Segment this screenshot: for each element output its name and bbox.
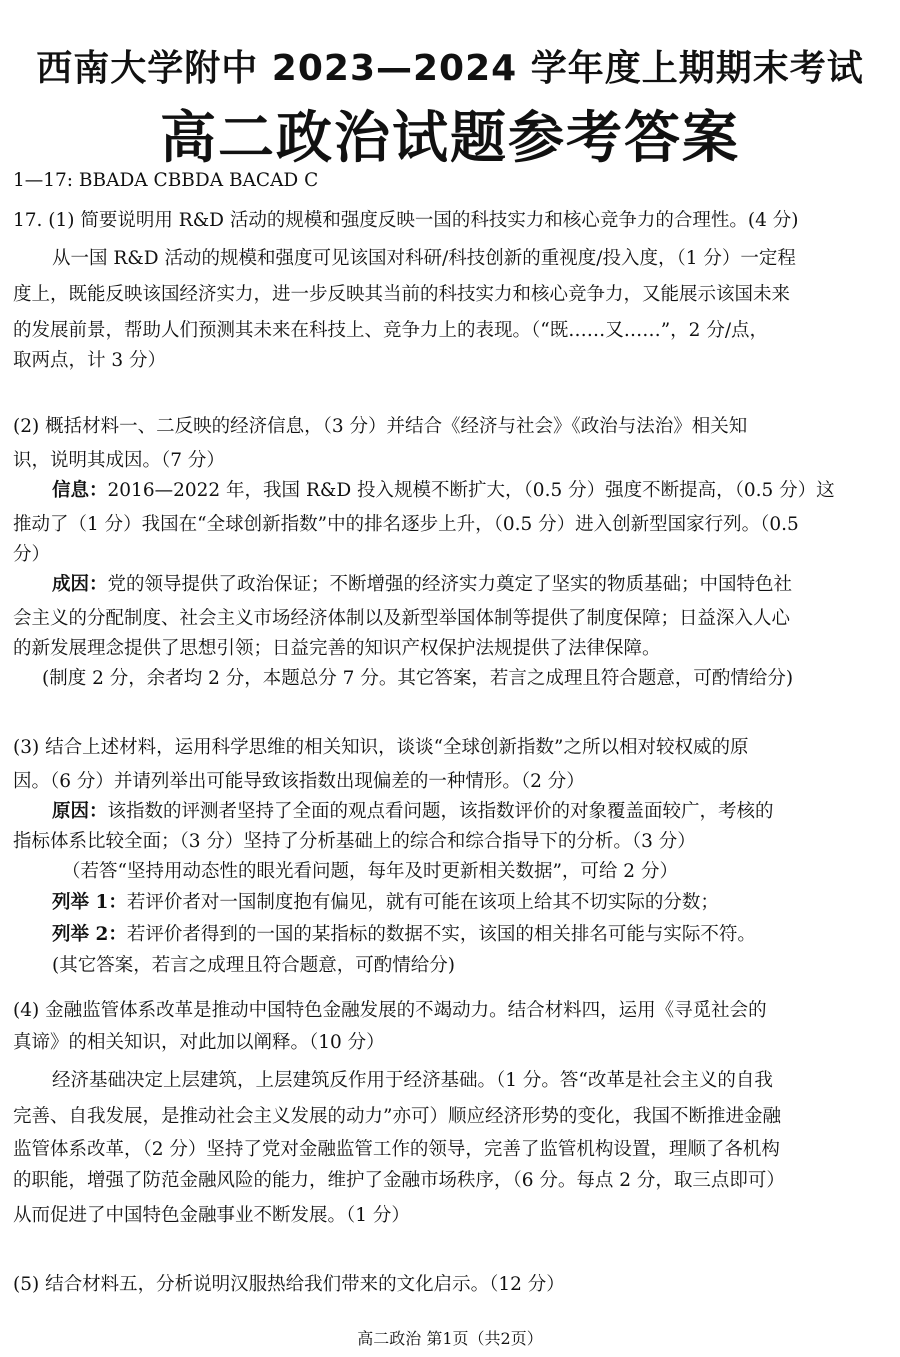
reason-text: 该指数的评测者坚持了全面的观点看问题，该指数评价的对象覆盖面较广，考核的: [107, 801, 774, 822]
choice-answers: 1—17: BBADA CBBDA BACAD C: [13, 170, 319, 191]
example-1-label: 列举 1：: [52, 892, 127, 913]
q17-3-question: 因。（6 分）并请列举出可能导致该指数出现偏差的一种情形。（2 分）: [13, 771, 585, 792]
info-label: 信息：: [52, 480, 108, 501]
info-text: 2016—2022 年，我国 R&D 投入规模不断扩大，（0.5 分）强度不断提高，（0.5 分）这: [107, 480, 835, 501]
cause-label: 成因：: [52, 574, 108, 595]
example-1-text: 若评价者对一国制度抱有偏见，就有可能在该项上给其不切实际的分数；: [126, 892, 719, 913]
answer-key-title: 高二政治试题参考答案: [160, 106, 740, 171]
q17-1-answer-line: 度上，既能反映该国经济实力，进一步反映其当前的科技实力和核心竞争力，又能展示该国未来: [13, 284, 791, 305]
q17-4-answer-line: 的职能，增强了防范金融风险的能力，维护了金融市场秩序，（6 分。每点 2 分，取三点即可）: [13, 1170, 785, 1191]
q17-2-cause-line: 会主义的分配制度、社会主义市场经济体制以及新型举国体制等提供了制度保障；日益深入人心: [13, 608, 791, 629]
q17-3-example-2: [52, 920, 887, 946]
q17-2-note: (制度 2 分，余者均 2 分，本题总分 7 分。其它答案，若言之成理且符合题意，可酌情给分): [42, 668, 794, 689]
q17-3-example-1: [52, 888, 887, 914]
q17-3-reason-note: （若答“坚持用动态性的眼光看问题，每年及时更新相关数据”，可给 2 分）: [62, 861, 678, 882]
q17-4-answer-line: 完善、自我发展，是推动社会主义发展的动力”亦可）顺应经济形势的变化，我国不断推进金融: [13, 1106, 781, 1127]
q17-1-answer-line: 从一国 R&D 活动的规模和强度可见该国对科研/科技创新的重视度/投入度，（1 分）一定程: [52, 248, 796, 269]
q17-4-answer-line: 经济基础决定上层建筑，上层建筑反作用于经济基础。（1 分。答“改革是社会主义的自我: [52, 1070, 773, 1091]
q17-1-question: 17. (1) 简要说明用 R&D 活动的规模和强度反映一国的科技实力和核心竞争力的合理性。(4 分): [13, 210, 799, 231]
q17-2-question: (2) 概括材料一、二反映的经济信息，（3 分）并结合《经济与社会》《政治与法治》相关知: [13, 416, 748, 437]
q17-2-info: [52, 476, 887, 502]
example-2-label: 列举 2：: [52, 924, 127, 945]
q17-2-cause: [52, 570, 887, 596]
exam-title: 西南大学附中 2023—2024 学年度上期期末考试: [36, 48, 864, 89]
q17-5-question: (5) 结合材料五，分析说明汉服热给我们带来的文化启示。（12 分）: [13, 1274, 565, 1295]
q17-1-answer-line: 的发展前景，帮助人们预测其未来在科技上、竞争力上的表现。（“既……又……”，2 分/点，: [13, 320, 769, 341]
q17-2-question: 识，说明其成因。（7 分）: [13, 450, 225, 471]
q17-3-question: (3) 结合上述材料，运用科学思维的相关知识，谈谈“全球创新指数”之所以相对较权威的原: [13, 737, 749, 758]
reason-label: 原因：: [52, 801, 108, 822]
q17-4-question: 真谛》的相关知识，对此加以阐释。（10 分）: [13, 1032, 385, 1053]
q17-2-cause-line: 的新发展理念提供了思想引领；日益完善的知识产权保护法规提供了法律保障。: [13, 638, 661, 659]
q17-2-info-line: 分）: [13, 544, 51, 565]
q17-4-answer-line: 监管体系改革，（2 分）坚持了党对金融监管工作的领导，完善了监管机构设置，理顺了各机构: [13, 1139, 780, 1160]
q17-4-question: (4) 金融监管体系改革是推动中国特色金融发展的不竭动力。结合材料四，运用《寻觅社会的: [13, 1000, 767, 1021]
q17-3-reason: [52, 797, 887, 823]
page-footer: 高二政治 第1页（共2页）: [357, 1329, 543, 1348]
q17-1-answer-line: 取两点，计 3 分）: [13, 350, 167, 371]
q17-2-info-line: 推动了（1 分）我国在“全球创新指数”中的排名逐步上升，（0.5 分）进入创新型国家行列。（0.5: [13, 514, 799, 535]
q17-4-answer-line: 从而促进了中国特色金融事业不断发展。（1 分）: [13, 1205, 410, 1226]
q17-3-note: (其它答案，若言之成理且符合题意，可酌情给分): [52, 955, 455, 976]
example-2-text: 若评价者得到的一国的某指标的数据不实，该国的相关排名可能与实际不符。: [126, 924, 756, 945]
cause-text: 党的领导提供了政治保证；不断增强的经济实力奠定了坚实的物质基础；中国特色社: [107, 574, 793, 595]
q17-3-reason-line: 指标体系比较全面；（3 分）坚持了分析基础上的综合和综合指导下的分析。（3 分）: [13, 831, 696, 852]
